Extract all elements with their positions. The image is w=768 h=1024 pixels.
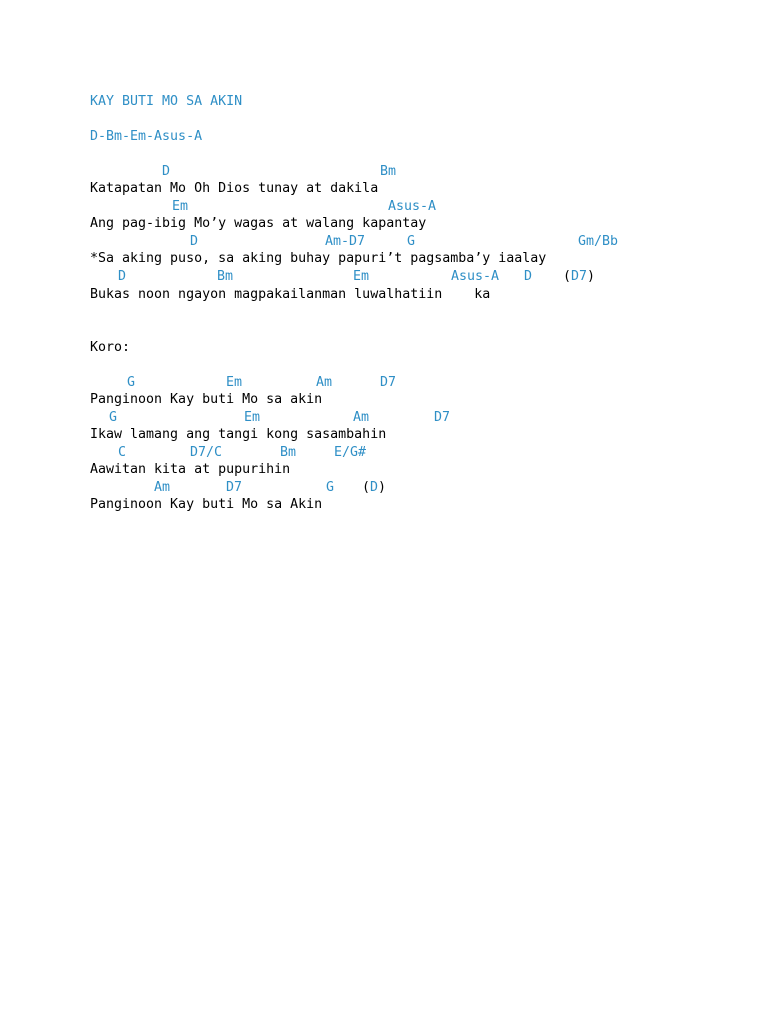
verse-chord: Gm/Bb (578, 234, 619, 249)
verse-chord: (D7) (563, 269, 596, 284)
verse-chord: Am-D7 (325, 234, 366, 249)
verse-chord: D (118, 269, 127, 284)
verse-chord: D (190, 234, 199, 249)
chorus-lyric-line: Panginoon Kay buti Mo sa akin (90, 392, 323, 407)
verse-chord: Asus-A (451, 269, 500, 284)
chorus-lyric-line: Ikaw lamang ang tangi kong sasambahin (90, 427, 387, 442)
intro-chords: D-Bm-Em-Asus-A (90, 129, 203, 144)
chorus-label: Koro: (90, 340, 131, 355)
chorus-chord: D7 (226, 480, 243, 495)
verse-chord: Em (353, 269, 370, 284)
chorus-chord: G (326, 480, 335, 495)
chorus-lyric-line: Aawitan kita at pupurihin (90, 462, 291, 477)
verse-chord: Asus-A (388, 199, 437, 214)
chorus-chord: Em (244, 410, 261, 425)
verse-chord: D (162, 164, 171, 179)
verse-lyric-line: *Sa aking puso, sa aking buhay papuri’t pagsamba’y iaalay (90, 251, 547, 266)
chorus-chord: (D) (362, 480, 387, 495)
chorus-chord: G (109, 410, 118, 425)
chorus-chord: D7 (434, 410, 451, 425)
chorus-chord: C (118, 445, 127, 460)
verse-lyric-line: Bukas noon ngayon magpakailanman luwalhatiin ka (90, 287, 491, 302)
verse-chord: Bm (217, 269, 234, 284)
chorus-chord: Em (226, 375, 243, 390)
verse-chord: Em (172, 199, 189, 214)
chorus-chord: E/G# (334, 445, 367, 460)
song-title: KAY BUTI MO SA AKIN (90, 94, 243, 109)
verse-chord: Bm (380, 164, 397, 179)
verse-chord: D (524, 269, 533, 284)
chorus-chord: D7/C (190, 445, 223, 460)
verse-lyric-line: Ang pag-ibig Mo’y wagas at walang kapantay (90, 216, 427, 231)
chorus-chord: D7 (380, 375, 397, 390)
verse-lyric-line: Katapatan Mo Oh Dios tunay at dakila (90, 181, 379, 196)
verse-chord: G (407, 234, 416, 249)
chorus-chord: Am (353, 410, 370, 425)
chorus-chord: Bm (280, 445, 297, 460)
chorus-lyric-line: Panginoon Kay buti Mo sa Akin (90, 497, 323, 512)
chorus-chord: G (127, 375, 136, 390)
chorus-chord: Am (154, 480, 171, 495)
chorus-chord: Am (316, 375, 333, 390)
